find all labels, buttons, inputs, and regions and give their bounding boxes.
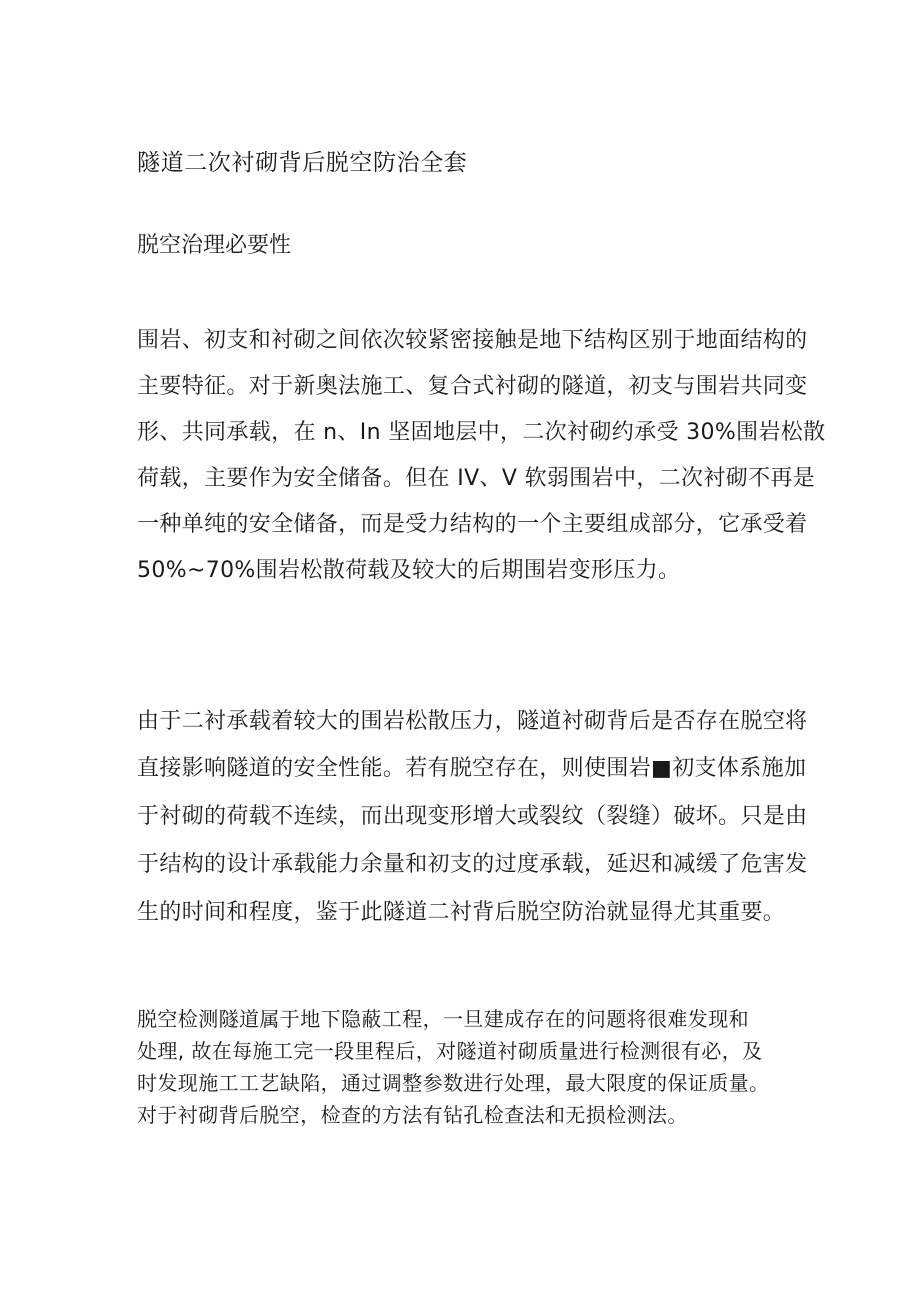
section-heading: 脱空治理必要性 — [137, 233, 292, 258]
paragraph-2-line: 由于二衬承载着较大的围岩松散压力，隧道衬砌背后是否存在脱空将 — [137, 709, 808, 734]
paragraph-3-line: 脱空检测隧道属于地下隐蔽工程，一旦建成存在的问题将很难发现和 — [137, 1007, 749, 1031]
paragraph-1-line: 荷载，主要作为安全储备。但在 IV、V 软弱围岩中，二次衬砌不再是 — [137, 466, 816, 491]
paragraph-2-line: 生的时间和程度，鉴于此隧道二衬背后脱空防治就显得尤其重要。 — [137, 900, 786, 925]
paragraph-3-line: 时发现施工工艺缺陷，通过调整参数进行处理，最大限度的保证质量。 — [137, 1071, 770, 1095]
paragraph-3-line: 处理, 故在每施工完一段里程后，对隧道衬砌质量进行检测很有必，及 — [137, 1039, 763, 1063]
paragraph-3-line: 对于衬砌背后脱空，检查的方法有钻孔检查法和无损检测法。 — [137, 1103, 688, 1127]
paragraph-1-line: 主要特征。对于新奥法施工、复合式衬砌的隧道，初支与围岩共同变 — [137, 374, 808, 399]
paragraph-1-line: 围岩、初支和衬砌之间依次较紧密接触是地下结构区别于地面结构的 — [137, 328, 808, 353]
paragraph-2-line: 于衬砌的荷载不连续，而出现变形增大或裂纹（裂缝）破坏。只是由 — [137, 804, 808, 829]
paragraph-1-line: 50%~70%围岩松散荷载及较大的后期围岩变形压力。 — [137, 558, 681, 583]
paragraph-1-line: 形、共同承载，在 n、In 坚固地层中，二次衬砌约承受 30%围岩松散 — [137, 420, 826, 445]
document-title: 隧道二次衬砌背后脱空防治全套 — [137, 150, 468, 176]
paragraph-1-line: 一种单纯的安全储备，而是受力结构的一个主要组成部分，它承受着 — [137, 512, 808, 537]
paragraph-2-line: 直接影响隧道的安全性能。若有脱空存在，则使围岩■初支体系施加 — [137, 756, 807, 781]
paragraph-2-line: 于结构的设计承载能力余量和初支的过度承载，延迟和减缓了危害发 — [137, 852, 808, 877]
